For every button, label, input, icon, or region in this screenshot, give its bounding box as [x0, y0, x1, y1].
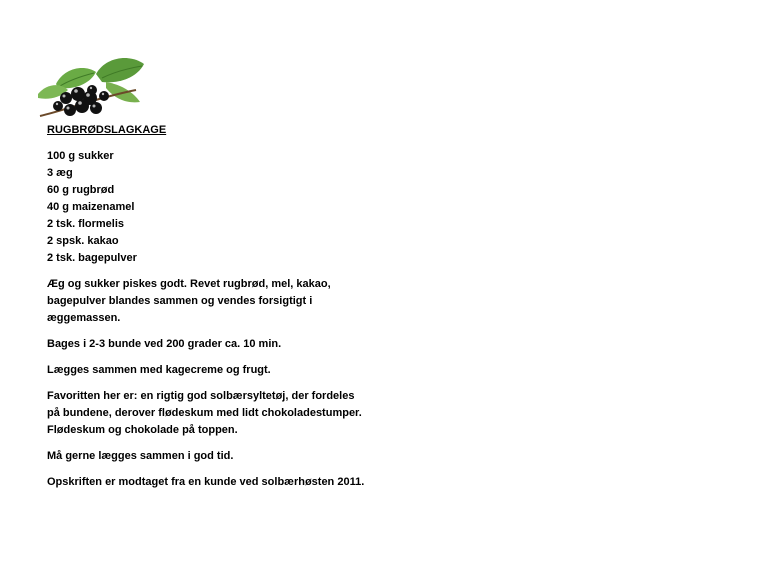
instruction-line: Favoritten her er: en rigtig god solbærsyltetøj, der fordeles	[47, 390, 355, 402]
ingredient-item: 2 tsk. bagepulver	[47, 252, 137, 264]
instruction-line: Må gerne lægges sammen i god tid.	[47, 450, 234, 462]
recipe-title: RUGBRØDSLAGKAGE	[47, 124, 167, 136]
ingredient-item: 2 tsk. flormelis	[47, 218, 125, 230]
instruction-bake	[47, 336, 607, 353]
instruction-tip	[47, 448, 607, 465]
ingredient-item: 3 æg	[47, 167, 73, 179]
instruction-line: Æg og sukker piskes godt. Revet rugbrød, mel, kakao,	[47, 278, 331, 290]
instruction-favorite	[47, 388, 607, 439]
recipe-source	[47, 474, 607, 491]
instruction-line: på bundene, derover flødeskum med lidt chokoladestumper.	[47, 407, 362, 419]
instruction-mix	[47, 276, 607, 327]
blackcurrant-icon	[36, 54, 146, 122]
ingredient-item: 2 spsk. kakao	[47, 235, 119, 247]
ingredient-item: 40 g maizenamel	[47, 201, 135, 213]
instruction-line: bagepulver blandes sammen og vendes forsigtigt i	[47, 295, 313, 307]
ingredient-list	[47, 148, 607, 267]
recipe	[47, 122, 607, 500]
instruction-line: æggemassen.	[47, 312, 121, 324]
instruction-line: Bages i 2-3 bunde ved 200 grader ca. 10 min.	[47, 338, 282, 350]
ingredient-item: 60 g rugbrød	[47, 184, 115, 196]
instruction-line: Flødeskum og chokolade på toppen.	[47, 424, 238, 436]
instruction-line: Lægges sammen med kagecreme og frugt.	[47, 364, 271, 376]
ingredient-item: 100 g sukker	[47, 150, 114, 162]
instruction-assemble	[47, 362, 607, 379]
instruction-line: Opskriften er modtaget fra en kunde ved solbærhøsten 2011.	[47, 476, 365, 488]
